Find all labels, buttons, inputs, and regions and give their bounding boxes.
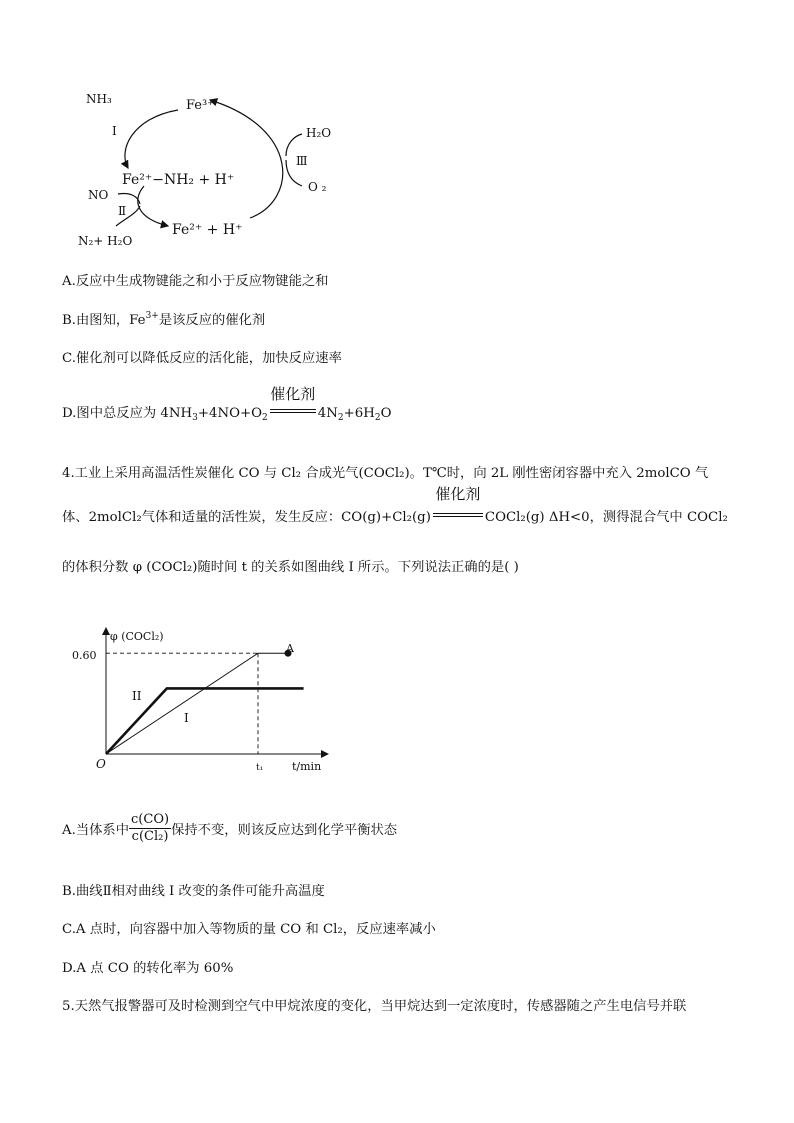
complex-label: Fe²⁺−NH₂ + H⁺ [122, 172, 235, 188]
no-in-curve [118, 193, 140, 204]
step3-label: Ⅲ [296, 154, 308, 168]
h2o-label: H₂O [306, 126, 332, 140]
x-axis-label: t/min [292, 760, 322, 773]
y-tick-label: 0.60 [72, 649, 97, 662]
point-a-label: A [286, 642, 294, 655]
fe3-label: Fe³⁺ [186, 98, 215, 113]
series-2-label: II [132, 689, 142, 703]
q4-option-b: B.曲线Ⅱ相对曲线 I 改变的条件可能升高温度 [62, 884, 325, 899]
q4-option-d: D.A 点 CO 的转化率为 60% [62, 961, 234, 976]
step1-arrow [125, 110, 178, 168]
y-axis-label: φ (COCl₂) [110, 630, 164, 643]
q5-line1: 5.天然气报警器可及时检测到空气中甲烷浓度的变化，当甲烷达到一定浓度时，传感器随之产生电信号并联 [62, 999, 687, 1014]
step2-label: Ⅱ [118, 204, 127, 218]
origin-label: O [96, 757, 106, 771]
step3-arrow [210, 100, 283, 218]
step1-label: Ⅰ [112, 124, 117, 138]
o2-label: O ₂ [308, 180, 327, 194]
chart-svg [70, 622, 340, 782]
step2-arrow [138, 186, 168, 226]
concentration-ratio: $\frac{c(CO)}{\text{c(Cl₂)}}$ [131, 812, 170, 844]
q4-option-c: C.A 点时，向容器中加入等物质的量 CO 和 Cl₂，反应速率减小 [62, 922, 436, 937]
q3-option-d: D.图中总反应为 $4NH_3+4NO+O_2$ 催化剂 $4N_2+6H_2O$ [62, 385, 392, 423]
no-label: NO [88, 188, 109, 202]
q3-option-c: C.催化剂可以降低反应的活化能，加快反应速率 [62, 351, 342, 366]
phi-time-chart [70, 622, 340, 782]
q4-line1: 4.工业上采用高温活性炭催化 CO 与 Cl₂ 合成光气(COCl₂)。T℃时，向 2L 刚性密闭容器中充入 2molCO 气 [62, 466, 709, 481]
catalyst-arrow: 催化剂 [268, 403, 318, 417]
fe2-label: Fe²⁺ + H⁺ [172, 222, 243, 238]
series-1-label: I [184, 711, 189, 725]
q4-line3: 的体积分数 φ (COCl₂)随时间 t 的关系如图曲线 I 所示。下列说法正确的是( ) [62, 560, 519, 575]
series-line-1 [106, 653, 258, 754]
n2h2o-label: N₂+ H₂O [78, 234, 133, 248]
h2o-out-curve [286, 134, 302, 156]
catalyst-arrow-q4: 催化剂 [431, 507, 485, 521]
q3-option-a: A.反应中生成物键能之和小于反应物键能之和 [62, 274, 329, 289]
nh3-label: NH₃ [86, 92, 112, 106]
q4-line2: 体、2molCl₂气体和适量的活性炭，发生反应：CO(g)+Cl₂(g) 催化剂 COCl₂(g) ΔH<0，测得混合气中 COCl₂ [62, 485, 728, 525]
reaction-cycle-diagram [60, 88, 360, 258]
q3-option-b: B.由图知，$Fe^{3+}$是该反应的催化剂 [62, 311, 266, 328]
x-tick-label: t₁ [256, 763, 264, 773]
q4-option-a: A.当体系中 $\frac{c(CO)}{\text{c(Cl₂)}}$ 保持不变，则该反应达到化学平衡状态 [62, 812, 398, 844]
